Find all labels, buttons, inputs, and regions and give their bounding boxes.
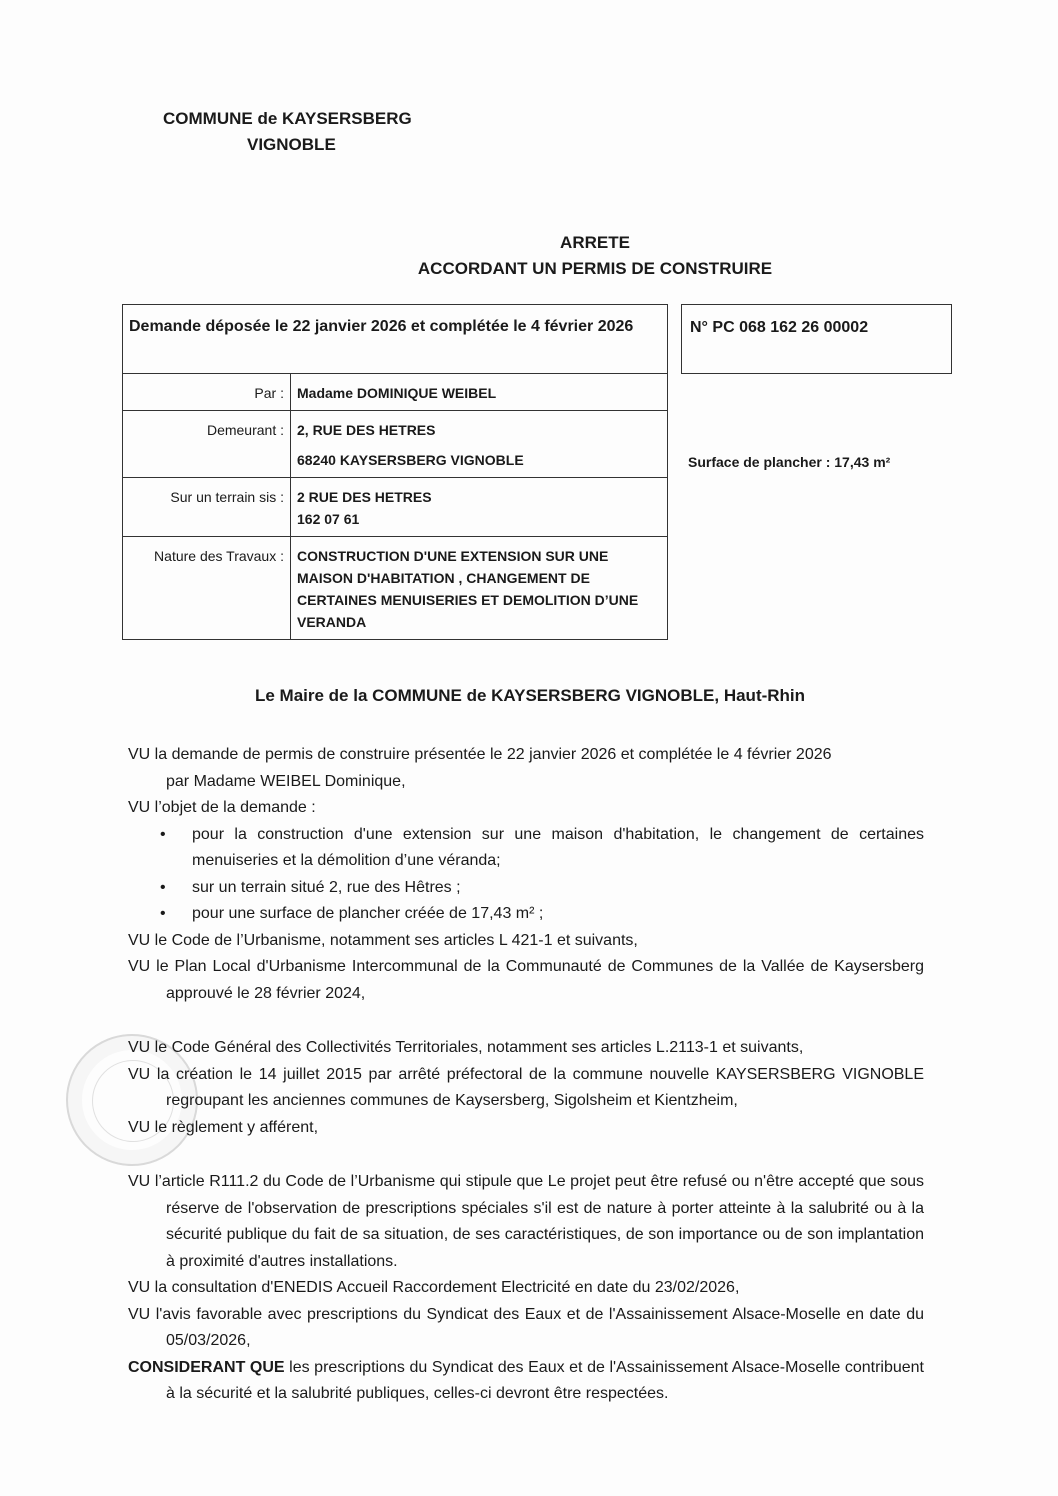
permit-number-box (681, 304, 952, 374)
considerant (128, 1355, 924, 1408)
row-label-par: Par : (123, 374, 291, 411)
title-subject: ACCORDANT UN PERMIS DE CONSTRUIRE (417, 259, 773, 278)
objet-list (128, 822, 924, 928)
permit-number: N° PC 068 162 26 00002 (690, 319, 869, 336)
address-line1: 2, RUE DES HETRES (297, 422, 436, 438)
list-item: • pour une surface de plancher créée de 17,43 m² ; (160, 901, 924, 928)
address-line2: 68240 KAYSERSBERG VIGNOBLE (297, 452, 524, 468)
row-label-nature: Nature des Travaux : (123, 537, 291, 640)
considerant-text: les prescriptions du Syndicat des Eaux et de l'Assainissement Alsace-Moselle contribuent à la sécurité et la salubrité publiques, celles-ci devront être respectées. (166, 1358, 924, 1402)
table-row (123, 374, 668, 411)
commune-name-line1: COMMUNE de KAYSERSBERG (163, 109, 412, 128)
visa-syndicat-eaux: VU l'avis favorable avec prescriptions du Syndicat des Eaux et de l'Assainissement Alsace-Moselle en date du 05/03/2026, (128, 1305, 924, 1349)
issuing-commune (163, 106, 412, 158)
title-arrete: ARRETE (560, 233, 630, 252)
visas-section (128, 742, 924, 1408)
visa-enedis: VU la consultation d'ENEDIS Accueil Raccordement Electricité en date du 23/02/2026, (128, 1279, 740, 1296)
table-row (123, 411, 668, 478)
visa-reglement: VU le règlement y afférent, (128, 1118, 319, 1136)
maire-heading: Le Maire de la COMMUNE de KAYSERSBERG VIGNOBLE, Haut-Rhin (254, 686, 806, 705)
visa-r111-2: VU l’article R111.2 du Code de l’Urbanisme qui stipule que Le projet peut être refusé ou n'être accepté que sous réserve de l'observation de prescriptions spéciales s'il est de nature à porter atteinte à la salubrité ou à la sécurité publique du fait de sa situation, de ses caractéristiques, de son importance ou de son implantation à proximité d'autres installations. (128, 1173, 924, 1270)
visa-code-urbanisme: VU le Code de l’Urbanisme, notamment ses articles L 421-1 et suivants, (128, 931, 638, 949)
visa-demande: VU la demande de permis de construire présentée le 22 janvier 2026 et complétée le 4 février 2026 par Madame WEIBEL Dominique, (128, 746, 832, 790)
terrain-parcel: 162 07 61 (297, 511, 360, 527)
visa-plui: VU le Plan Local d'Urbanisme Intercommunal de la Communauté de Communes de la Vallée de Kaysersberg approuvé le 28 février 2024, (128, 958, 924, 1002)
visa-objet: VU l’objet de la demande : (128, 799, 316, 816)
terrain-location (291, 478, 668, 537)
applicant-name: Madame DOMINIQUE WEIBEL (291, 374, 668, 411)
request-dates: Demande déposée le 22 janvier 2026 et complétée le 4 février 2026 (123, 305, 668, 374)
list-item: • sur un terrain situé 2, rue des Hêtres ; (160, 875, 924, 902)
considerant-label: CONSIDERANT QUE (128, 1358, 285, 1376)
visa-cgct: VU le Code Général des Collectivités Territoriales, notamment ses articles L.2113-1 et suivants, (128, 1039, 804, 1056)
commune-name-line2: VIGNOBLE (247, 135, 336, 154)
request-info-table (122, 304, 668, 640)
terrain-address: 2 RUE DES HETRES (297, 489, 432, 505)
row-label-demeurant: Demeurant : (123, 411, 291, 478)
list-item: • pour la construction d'une extension sur une maison d'habitation, le changement de certaines menuiseries et la démolition d’une véranda; (160, 822, 924, 875)
document-title (380, 230, 810, 282)
floor-surface: Surface de plancher : 17,43 m² (688, 454, 891, 470)
table-row (123, 537, 668, 640)
row-label-terrain: Sur un terrain sis : (123, 478, 291, 537)
table-row (123, 478, 668, 537)
visa-creation-commune: VU la création le 14 juillet 2015 par arrêté préfectoral de la commune nouvelle KAYSERSBERG VIGNOBLE regroupant les anciennes communes de Kaysersberg, Sigolsheim et Kientzheim, (128, 1065, 924, 1109)
applicant-address (291, 411, 668, 478)
works-nature: CONSTRUCTION D'UNE EXTENSION SUR UNE MAISON D'HABITATION , CHANGEMENT DE CERTAINES MENUISERIES ET DEMOLITION D’UNE VERANDA (291, 537, 668, 640)
